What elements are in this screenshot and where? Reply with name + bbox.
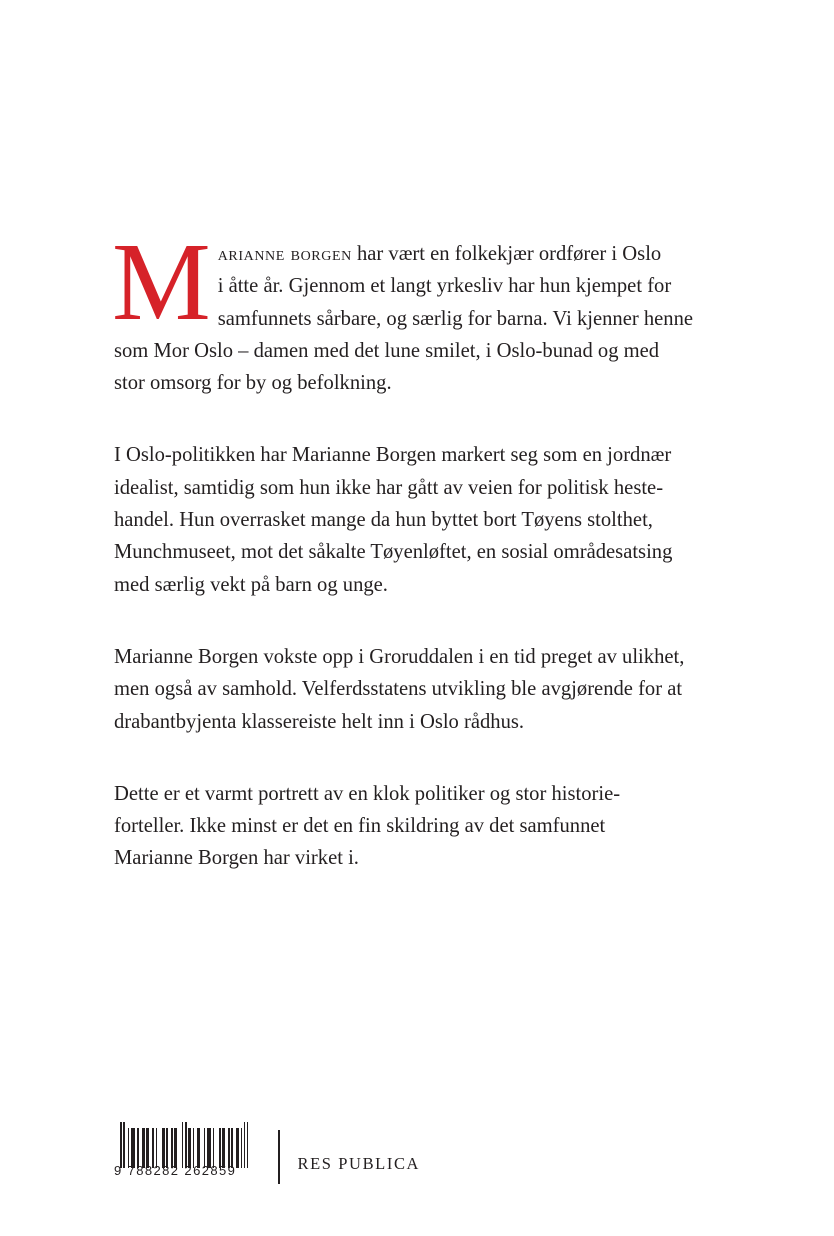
barcode-bars [120,1128,248,1168]
drop-cap-letter: M [112,221,209,344]
blurb-line: men også av samhold. Velferdsstatens utvikling ble avgjørende for at [114,678,683,701]
blurb-line: handel. Hun overrasket mange da hun byttet bort Tøyens stolthet, [114,509,653,532]
blurb-paragraph-3 [114,641,734,738]
blurb-paragraph-1 [112,221,734,399]
isbn-barcode [114,1128,266,1178]
blurb-line: i åtte år. Gjennom et langt yrkesliv har hun kjempet for [217,275,672,298]
blurb-paragraph-4 [114,778,734,875]
blurb-line: stor omsorg for by og befolkning. [114,372,392,395]
isbn-number: 9 788282 262859 [114,1163,237,1178]
blurb-paragraph-2 [114,439,734,600]
blurb-line: Munchmuseet, mot det såkalte Tøyenløftet, en sosial områdesatsing [114,541,673,564]
blurb-line: Marianne Borgen vokste opp i Groruddalen i en tid preget av ulikhet, [114,645,685,668]
blurb-line: med særlig vekt på barn og unge. [114,573,388,596]
barcode-bar [247,1122,249,1168]
blurb-line: drabantbyjenta klassereiste helt inn i Oslo rådhus. [114,710,525,733]
blurb-line: har vært en folkekjær ordfører i Oslo [351,243,662,265]
blurb-line: forteller. Ikke minst er det en fin skildring av det samfunnet [114,815,606,838]
blurb-line: som Mor Oslo – damen med det lune smilet, i Oslo-bunad og med [114,339,660,362]
blurb-line: Marianne Borgen har virket i. [114,847,359,870]
cover-footer [114,1128,420,1186]
back-cover-blurb [112,221,734,915]
blurb-line: I Oslo-politikken har Marianne Borgen markert seg som en jordnær [114,444,672,467]
publisher-name: RES PUBLICA [297,1154,421,1173]
footer-divider [278,1130,280,1184]
blurb-line: samfunnets sårbare, og særlig for barna. Vi kjenner henne [217,307,694,330]
author-name-smallcaps: arianne borgen [217,243,352,265]
blurb-line: idealist, samtidig som hun ikke har gått av veien for politisk heste- [114,476,664,499]
blurb-line: Dette er et varmt portrett av en klok politiker og stor historie- [114,782,621,805]
